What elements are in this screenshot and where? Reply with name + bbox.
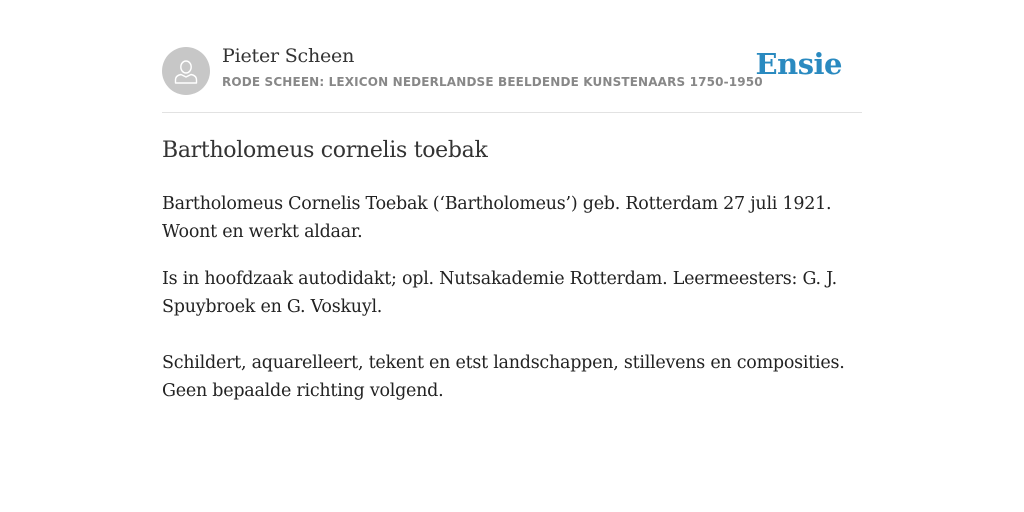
source-title-link[interactable]: RODE SCHEEN: LEXICON NEDERLANDSE BEELDENDE KUNSTENAARS 1750-1950 xyxy=(222,75,763,89)
article-card xyxy=(162,0,862,401)
person-outline-icon xyxy=(171,56,201,86)
article-header xyxy=(162,0,862,113)
article-paragraph-1: Bartholomeus Cornelis Toebak (‘Bartholomeus’) geb. Rotterdam 27 juli 1921. Woont en werkt aldaar. xyxy=(162,194,832,242)
ensie-logo[interactable]: Ensie xyxy=(755,47,842,81)
user-avatar-icon[interactable] xyxy=(162,47,210,95)
author-name-link[interactable]: Pieter Scheen xyxy=(222,45,355,67)
article-title: Bartholomeus cornelis toebak xyxy=(162,138,488,163)
article-paragraph-2: Is in hoofdzaak autodidakt; opl. Nutsakademie Rotterdam. Leermeesters: G. J. Spuybroek en G. Voskuyl. xyxy=(162,269,837,317)
article-paragraph-3: Schildert, aquarelleert, tekent en etst landschappen, stillevens en composities. Geen bepaalde richting volgend. xyxy=(162,353,845,401)
